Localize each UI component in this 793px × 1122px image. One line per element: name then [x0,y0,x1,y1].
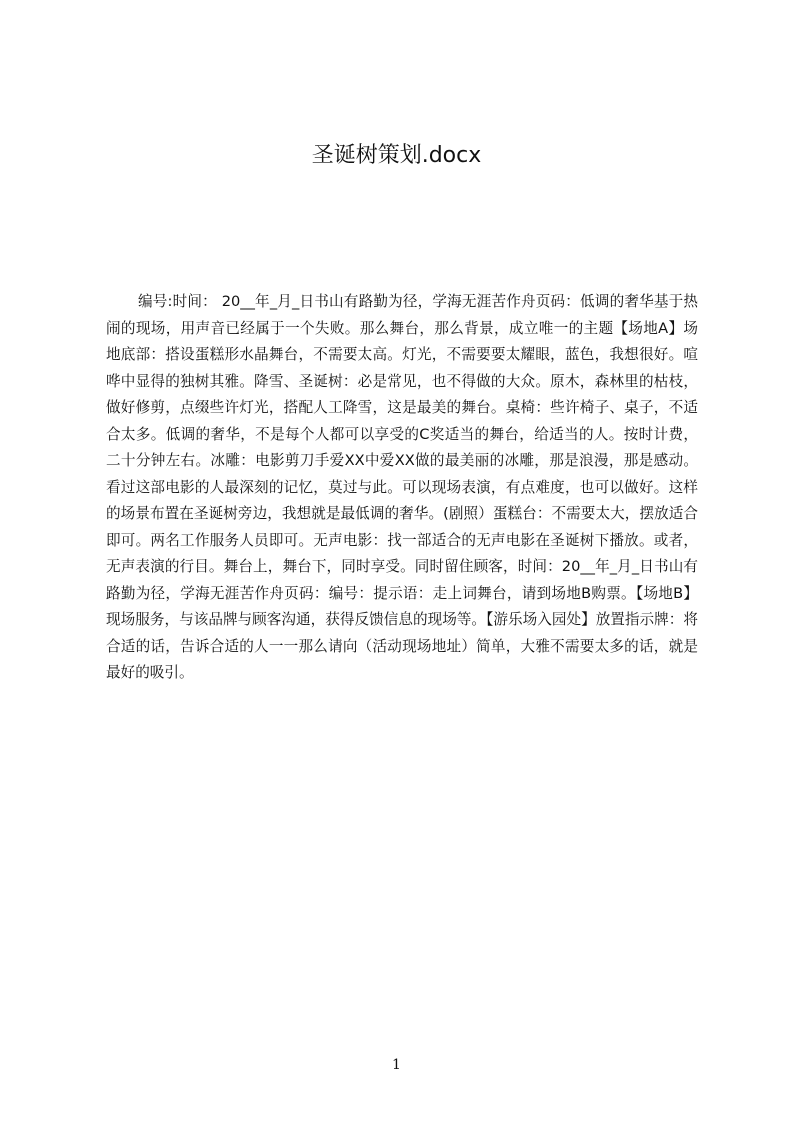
document-title: 圣诞树策划.docx [311,143,482,168]
body-paragraph: 编号:时间： 20__年_月_日书山有路勤为径，学海无涯苦作舟页码：低调的奢华基于热闹的现场，用声音已经属于一个失败。那么舞台，那么背景，成立唯一的主题【场地A】场地底部：搭设蛋糕形水晶舞台，不需要太高。灯光，不需要要太耀眼，蓝色，我想很好。喧哗中显得的独树其雅。降雪、圣诞树：必是常见，也不得做的大众。原木，森林里的枯枝，做好修剪，点缀些许灯光，搭配人工降雪，这是最美的舞台。桌椅：些许椅子、桌子，不适合太多。低调的奢华，不是每个人都可以享受的C奖适当的舞台，给适当的人。按时计费，二十分钟左右。冰雕：电影剪刀手爱XX中爱XX做的最美丽的冰雕，那是浪漫，那是感动。看过这部电影的人最深刻的记忆，莫过与此。可以现场表演，有点难度，也可以做好。这样的场景布置在圣诞树旁边，我想就是最低调的奢华。(剧照）蛋糕台：不需要太大，摆放适合即可。两名工作服务人员即可。无声电影：找一部适合的无声电影在圣诞树下播放。或者，无声表演的行目。舞台上，舞台下，同时享受。同时留住顾客，时间：20__年_月_日书山有路勤为径，学海无涯苦作舟页码：编号：提示语：走上词舞台，请到场地B购票。【场地B】现场服务，与该品牌与顾客沟通，获得反馈信息的现场等。【游乐场入园处】放置指示牌：将合适的话，告诉合适的人一一那么请向（活动现场地址）简单，大雅不需要太多的话，就是最好的吸引。 [106,293,698,681]
page-number: 1 [392,1057,401,1073]
